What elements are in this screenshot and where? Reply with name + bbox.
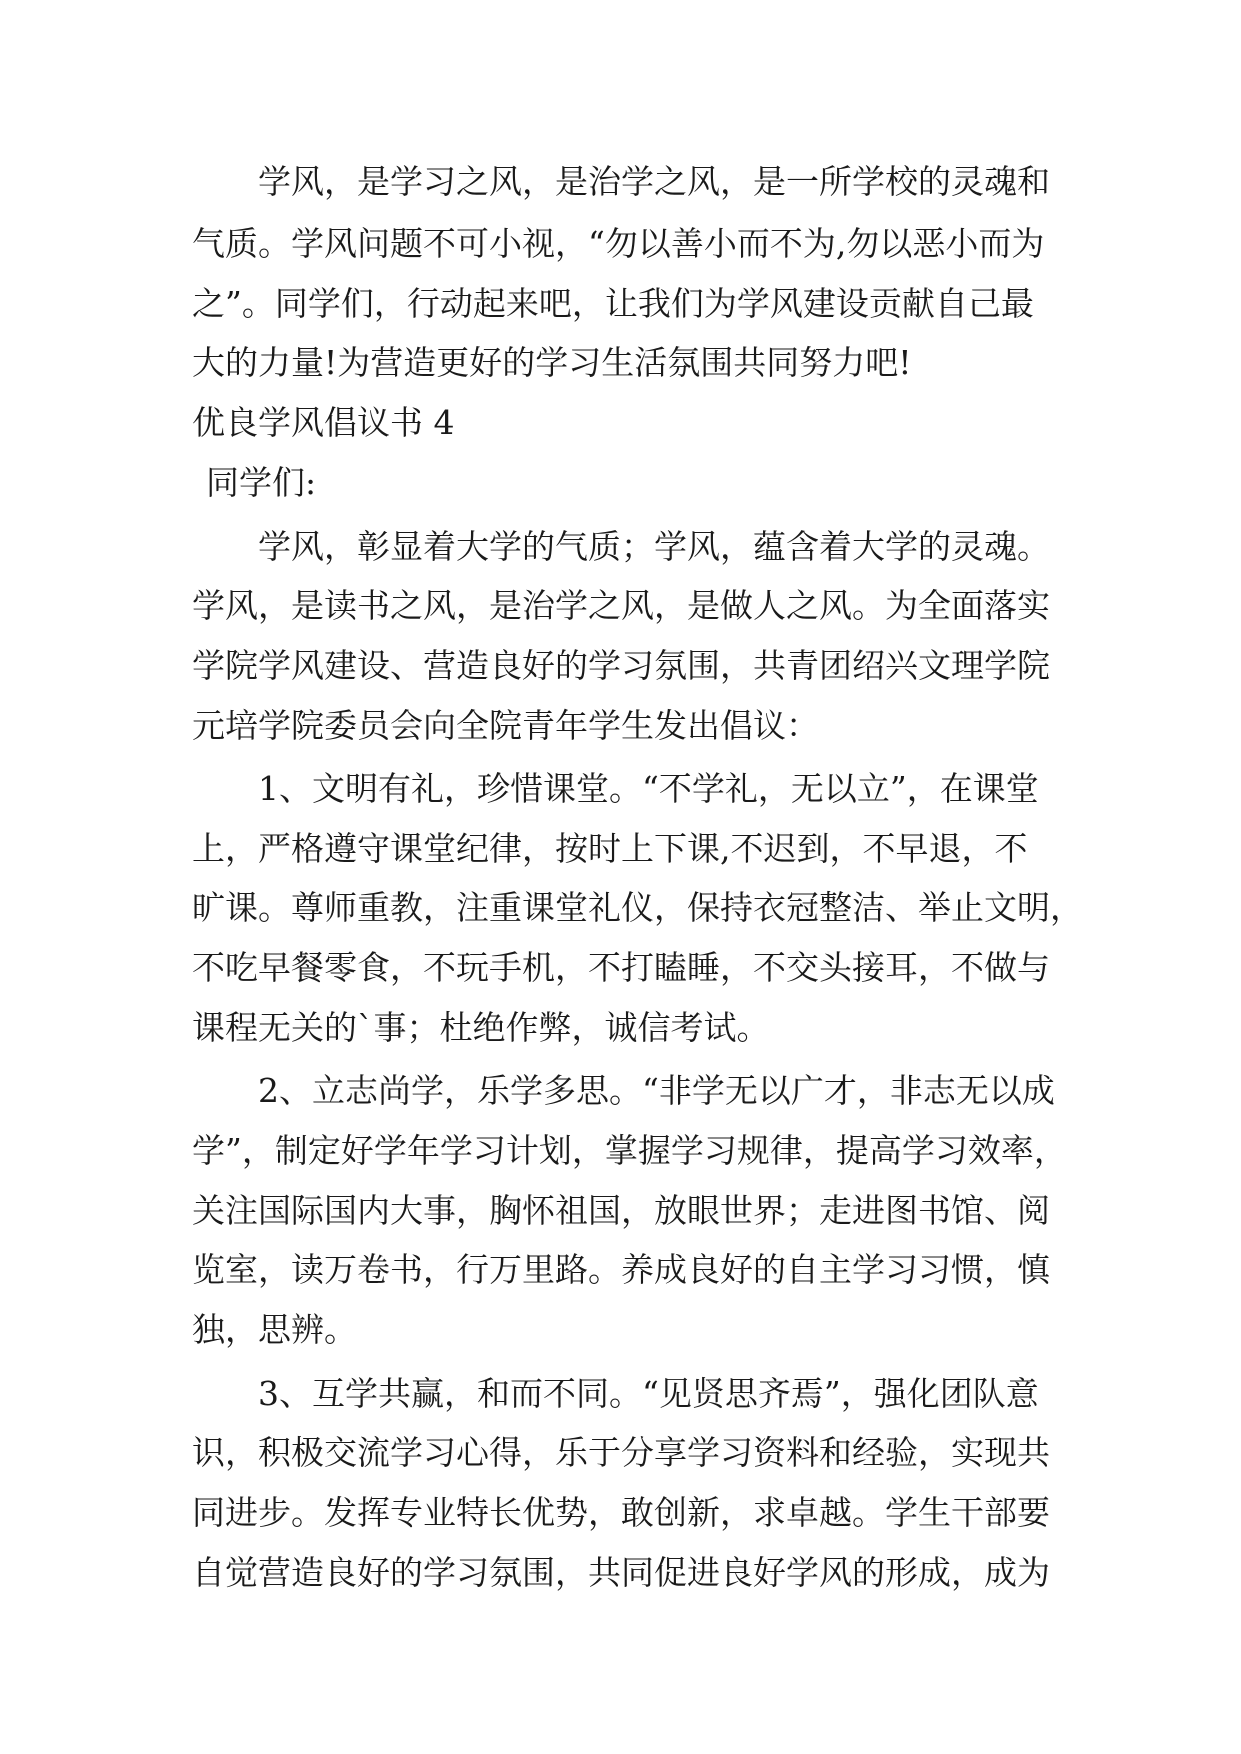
paragraph-line: 大的力量!为营造更好的学习生活氛围共同努力吧! bbox=[192, 343, 912, 382]
paragraph-line: 3、互学共赢，和而不同。“见贤思齐焉”，强化团队意 bbox=[258, 1374, 1039, 1413]
paragraph-line: 识，积极交流学习心得，乐于分享学习资料和经验，实现共 bbox=[192, 1433, 1050, 1472]
section-heading: 优良学风倡议书 4 bbox=[192, 403, 455, 442]
paragraph-line: 自觉营造良好的学习氛围，共同促进良好学风的形成，成为 bbox=[192, 1553, 1050, 1592]
paragraph-line: 关注国际国内大事，胸怀祖国，放眼世界；走进图书馆、阅 bbox=[192, 1191, 1050, 1230]
paragraph-line: 学院学风建设、营造良好的学习氛围，共青团绍兴文理学院 bbox=[192, 646, 1050, 685]
paragraph-line: 元培学院委员会向全院青年学生发出倡议： bbox=[192, 706, 819, 745]
paragraph-line: 学风，是读书之风，是治学之风，是做人之风。为全面落实 bbox=[192, 586, 1050, 625]
paragraph-line: 气质。学风问题不可小视，“勿以善小而不为,勿以恶小而为 bbox=[192, 224, 1045, 263]
paragraph-line: 览室，读万卷书，行万里路。养成良好的自主学习习惯，慎 bbox=[192, 1250, 1050, 1289]
salutation: 同学们: bbox=[206, 463, 317, 502]
paragraph-line: 学风，是学习之风，是治学之风，是一所学校的灵魂和 bbox=[258, 162, 1050, 201]
paragraph-line: 之”。同学们，行动起来吧，让我们为学风建设贡献自己最 bbox=[192, 284, 1034, 323]
paragraph-line: 1、文明有礼，珍惜课堂。“不学礼，无以立”，在课堂 bbox=[258, 769, 1039, 808]
paragraph-line: 不吃早餐零食，不玩手机，不打瞌睡，不交头接耳，不做与 bbox=[192, 948, 1050, 987]
paragraph-line: 同进步。发挥专业特长优势，敢创新，求卓越。学生干部要 bbox=[192, 1493, 1050, 1532]
paragraph-line: 独，思辨。 bbox=[192, 1310, 357, 1349]
paragraph-line: 旷课。尊师重教，注重课堂礼仪，保持衣冠整洁、举止文明， bbox=[192, 888, 1083, 927]
paragraph-line: 课程无关的`事；杜绝作弊，诚信考试。 bbox=[192, 1008, 770, 1047]
paragraph-line: 上，严格遵守课堂纪律，按时上下课,不迟到，不早退，不 bbox=[192, 829, 1028, 868]
paragraph-line: 2、立志尚学，乐学多思。“非学无以广才，非志无以成 bbox=[258, 1071, 1055, 1110]
paragraph-line: 学”，制定好学年学习计划，掌握学习规律，提高学习效率， bbox=[192, 1131, 1067, 1170]
paragraph-line: 学风，彰显着大学的气质；学风，蕴含着大学的灵魂。 bbox=[258, 527, 1050, 566]
